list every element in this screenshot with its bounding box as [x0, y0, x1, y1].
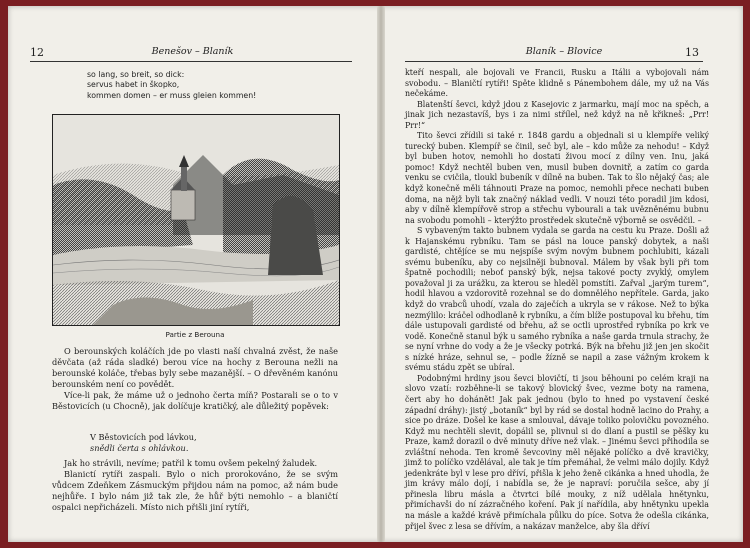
- right-page-number: 13: [685, 46, 699, 59]
- verse-line: snědli čerta s ohlávkou.: [90, 442, 189, 453]
- right-page: [385, 6, 743, 542]
- paragraph: Více-li pak, že máme už o jednoho čerta míň? Postarali se o to v Běstovicích (u Chocně), jak dolíčuje kratičký, ale důležitý popěvek:: [52, 389, 338, 411]
- paragraph: Blanictí rytíři zaspali. Bylo o nich prorokováno, že se svým vůdcem Zdeňkem Zásmuckým přijdou nám na pomoc, až nám bude nejhůře. I bylo nám již tak zle, že hůř býti nemohlo – a blaničtí ospalci nepřicházeli. Místo nich přišli jiní rytíři,: [52, 468, 338, 512]
- verse-line: servus habet in škopko,: [87, 80, 180, 90]
- landscape-engraving: [53, 115, 339, 325]
- paragraph: kteří nespali, ale bojovali ve Francii, Rusku a Itálii a vybojovali nám svobodu. – Blaničtí rytíři! Spěte klidně s Pánembohem dále, my už na Vás nečekáme.: [405, 68, 709, 99]
- left-page-number: 12: [30, 46, 44, 59]
- book-gutter: [377, 6, 385, 542]
- paragraph: Jak ho strávili, nevíme; patřil k tomu ovšem pekelný žaludek.: [64, 458, 318, 468]
- left-running-head: Benešov – Blaník: [151, 46, 234, 57]
- left-page: [8, 6, 377, 542]
- verse-line: kommen domen – er muss gleien kommen!: [87, 90, 257, 100]
- left-header-rule: [30, 61, 352, 62]
- czech-verse: [90, 432, 197, 454]
- right-header-rule: [405, 61, 703, 62]
- left-body-a: [52, 346, 338, 411]
- german-verse: [87, 70, 256, 101]
- engraving-illustration: [52, 114, 340, 326]
- left-body-b: [52, 458, 338, 513]
- paragraph: O berounských koláčích jde po vlasti naší chvalná zvěst, že naše děvčata (až ráda sladké) berou více na hochy z Berouna nežli na berounské koláče, třebas byly sebe mazanější. – O dřevěném kanónu berounském není co povědět.: [52, 346, 338, 389]
- paragraph: Podobnými hrdiny jsou ševci blovičtí, ti jsou běhouni po celém kraji na slovo vzatí: rozběhne-li se takový blovický švec, vezme boty na ramena, čert aby ho dohánět! Jak pak jednou (bylo to hned po vystavení české západní dráhy): jistý „botaník“ byl by rád se dostal hodně lacino do Prahy, a sice po dráze. Došel ke kase a smlouval, dávaje toliko polovičku povozného. Když mu nechtěli slevit, dopálil se, plivnul si do dlaní a pustil se pěšky ku Praze, kamž dorazil o dvě minuty dříve než vlak. – Jinému ševci přihodila se zvláštní nehoda. Ten kromě ševcoviny měl nějaké políčko a dvě kravičky, jimž to políčko vzdělával, ale tak je tím přemáhal, že velmi málo dojily. Když jedenkráte byl v lese pro dříví, přišla k jeho ženě cikánka a hned uhodla, že jim krávy málo dojí, i nabídla se, že je napraví: poručila sešce, aby jí přinesla libru másla a čtvrtci bílé mouky, z níž udělala hnětynku, přimíchavši do ní zázračného koření. Pak jí nařídila, aby hnětynku upekla na másle a každé krávě přimíchala půlku do píce. Sotva že odešla cikánka, přijel švec z lesa se dřívím, a nakázav manželce, aby šla dříví: [405, 373, 709, 531]
- right-running-head: Blaník – Blovice: [525, 46, 603, 57]
- illustration-caption: Partie z Berouna: [165, 330, 225, 339]
- verse-line: so lang, so breit, so dick:: [87, 70, 185, 79]
- paragraph: Blatenští ševci, když jdou z Kasejovic z jarmarku, mají moc na spěch, a jinak jich nezastavíš, bys i za nimi střílel, než když na ně křikneš: „Prr! Prr!“: [405, 99, 709, 130]
- paragraph: S vybaveným takto bubnem vydala se garda na cestu ku Praze. Došli až k Hajanskému rybníku. Tam se pásl na louce panský dobytek, a naši gardisté, chtějíce se mu nejspíše svým novým bubnem pochlubiti, kázali svému bubeníku, aby co nejsilněji bubnoval. Málem by však byli při tom špatně pochodili; neboť panský býk, nejsa takové pocty zvyklý, omylem považoval ji za urážku, za kterou se hleděl pomstíti. Zařval „jarým turem“, hodil hlavou a vzdorovitě rozehnal se do domnělého nepřítele. Garda, jako když do vrabců uhodí, vzala do zaječích a ukryla se v rákose. Než to býka nezmýlilo: kráčel odhodlaně k rybníku, a čím blíže postupoval ku břehu, tím dále ustupovali gardisté od břehu, až se octli uprostřed rybníka po krk ve vodě. Konečně stanul býk u samého rybníka a naše garda trnula strachy, že se nyní vrhne do vody a že je všecky potrká. Býk na břehu již jen jen skočit s nízké hráze, sehnul se, – podle žízně se napil a zase vážným krokem k svému stádu zpět se ubíral.: [405, 226, 709, 373]
- right-body: [405, 68, 709, 532]
- book-spread: [8, 6, 743, 542]
- verse-line: V Běstovicích pod lávkou,: [90, 432, 197, 442]
- paragraph: Tito ševci zřídili si také r. 1848 gardu a objednali si u klempíře veliký turecký buben. Klempíř se činil, seč byl, ale – kdo může za nehodu! – Když byl buben hotov, nemohli ho dostati živou mocí z dílny ven. Inu, jaká pomoc! Když nechtěl buben ven, musil buben dovnitř, a zatím co garda venku se cvičila, tloukl bubeník v dílně na buben. Tak to šlo nějaký čas; ale když konečně měli táhnouti Praze na pomoc, nemohli přece nechati buben doma, na nějž byli tak značný náklad vedli. V nouzi této poradil jim kdosi, aby v dílně klempířově strop a střechu vybourali a tak uvězněnému bubnu na svobodu pomohli – kterýžto prostředek skutečně výborně se osvědčil. –: [405, 131, 709, 225]
